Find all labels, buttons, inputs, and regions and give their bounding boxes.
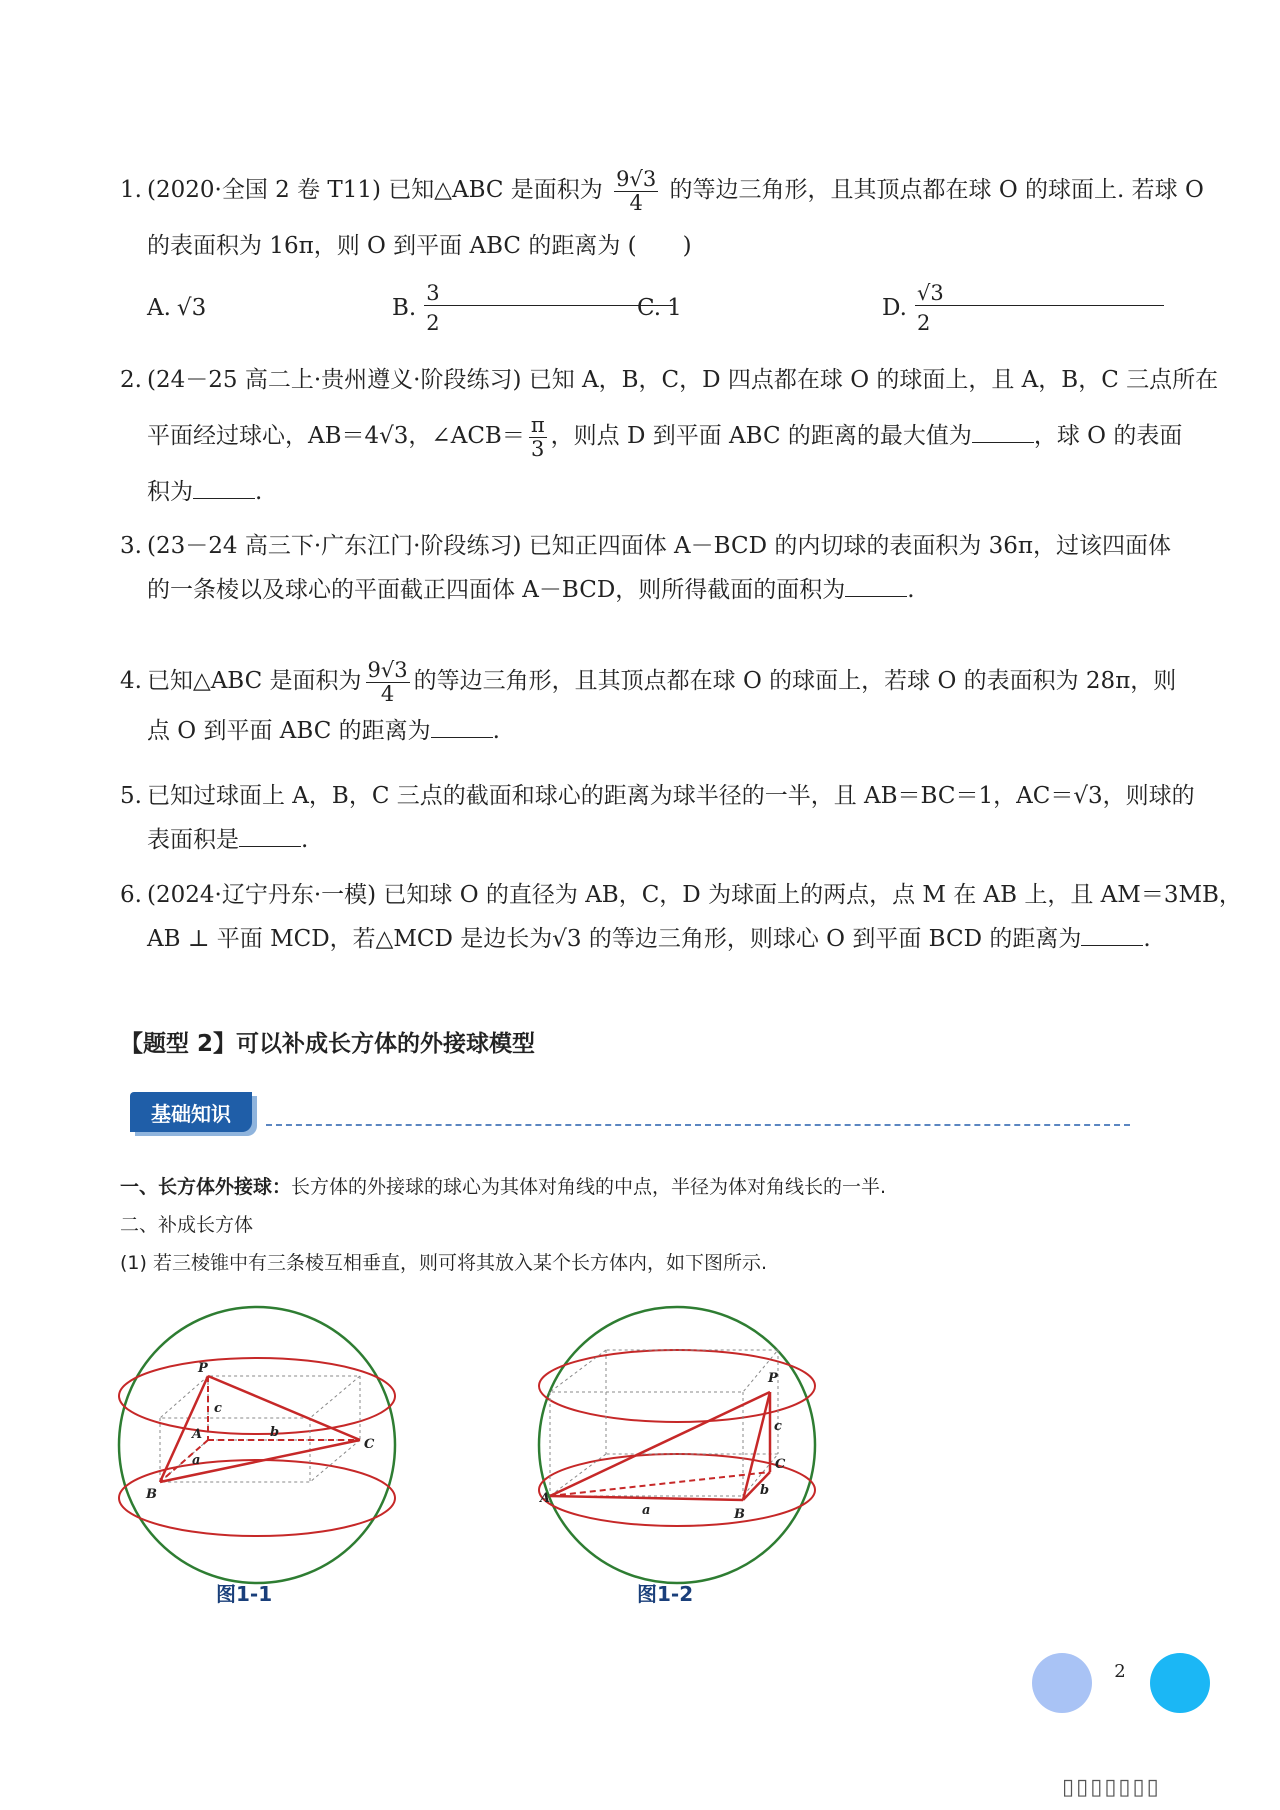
problem-text: 积为 bbox=[147, 479, 193, 505]
problem-text: 的等边三角形，且其顶点都在球 O 的球面上. 若球 O bbox=[669, 177, 1204, 203]
problem-text: ，则点 D 到平面 ABC 的距离的最大值为 bbox=[550, 423, 972, 449]
problem-3 bbox=[120, 518, 1180, 618]
problem-text: (2024·辽宁丹东·一模) 已知球 O 的直径为 AB，C，D 为球面上的两点，点 M 在 AB 上，且 AM＝3MB， bbox=[147, 882, 1242, 908]
page-number: 2 bbox=[1114, 1661, 1126, 1682]
answer-blank[interactable] bbox=[239, 826, 301, 847]
problem-1 bbox=[120, 162, 1204, 336]
bottom-equator bbox=[539, 1454, 815, 1526]
label-c: C bbox=[364, 1437, 375, 1452]
answer-blank[interactable] bbox=[972, 422, 1034, 443]
label-c: C bbox=[775, 1457, 786, 1472]
problem-number: 6. bbox=[120, 882, 142, 908]
label-edge-a: a bbox=[642, 1503, 651, 1518]
problem-5 bbox=[120, 768, 1195, 868]
problem-text: 的一条棱以及球心的平面截正四面体 A－BCD，则所得截面的面积为 bbox=[147, 577, 846, 603]
problem-text: ，球 O 的表面 bbox=[1033, 423, 1183, 449]
knowledge-badge: 基础知识 bbox=[130, 1092, 252, 1132]
label-edge-c: c bbox=[774, 1419, 782, 1434]
fraction: $\frac{9√3}{4}$ bbox=[367, 658, 408, 706]
knowledge-heading: 一、长方体外接球： bbox=[120, 1176, 292, 1198]
period: . bbox=[492, 718, 500, 744]
bottom-equator bbox=[119, 1460, 395, 1536]
problem-text: 表面积是 bbox=[147, 827, 239, 853]
figure-caption-1: 图1-1 bbox=[216, 1582, 273, 1606]
period: . bbox=[907, 577, 915, 603]
period: . bbox=[1143, 926, 1151, 952]
problem-number: 2. bbox=[120, 367, 142, 393]
figure-1-1 bbox=[110, 1300, 410, 1600]
problem-number: 5. bbox=[120, 783, 142, 809]
label-b: B bbox=[734, 1507, 745, 1522]
option-a: A. √3 bbox=[147, 295, 207, 321]
problem-text: (23－24 高三下·广东江门·阶段练习) 已知正四面体 A－BCD 的内切球的表面积为 36π，过该四面体 bbox=[147, 533, 1172, 559]
problem-text: 已知过球面上 A，B，C 三点的截面和球心的距离为球半径的一半，且 AB＝BC＝1，AC＝√3，则球的 bbox=[147, 783, 1195, 809]
knowledge-point-3: (1) 若三棱锥中有三条棱互相垂直，则可将其放入某个长方体内，如下图所示. bbox=[120, 1252, 767, 1274]
problem-text: 已知△ABC 是面积为 bbox=[147, 668, 362, 694]
problem-2 bbox=[120, 352, 1219, 520]
answer-blank[interactable] bbox=[845, 576, 907, 597]
page-dot-left bbox=[1032, 1653, 1092, 1713]
fraction: $\frac{\pi}{3}$ bbox=[530, 413, 545, 461]
page-dot-right bbox=[1150, 1653, 1210, 1713]
knowledge-point-2: 二、补成长方体 bbox=[120, 1214, 254, 1236]
answer-blank[interactable] bbox=[193, 478, 255, 499]
option-d: D. $\frac{√3}{2}$ bbox=[882, 280, 1127, 336]
label-edge-b: b bbox=[270, 1425, 280, 1440]
label-a: A bbox=[540, 1491, 551, 1506]
knowledge-point-1 bbox=[120, 1170, 886, 1204]
label-p: P bbox=[768, 1371, 778, 1386]
answer-blank[interactable] bbox=[431, 717, 493, 738]
problem-number: 1. bbox=[120, 177, 142, 203]
hidden-edges bbox=[550, 1472, 770, 1496]
label-edge-b: b bbox=[760, 1483, 770, 1498]
option-c: C. 1 bbox=[637, 295, 682, 321]
dashed-divider bbox=[266, 1124, 1130, 1126]
problem-number: 3. bbox=[120, 533, 142, 559]
label-edge-c: c bbox=[214, 1401, 222, 1416]
knowledge-header bbox=[130, 1092, 1130, 1136]
problem-text: (24－25 高二上·贵州遵义·阶段练习) 已知 A，B，C，D 四点都在球 O 的球面上，且 A，B，C 三点所在 bbox=[147, 367, 1219, 393]
label-edge-a: a bbox=[192, 1453, 201, 1468]
problem-text: 的表面积为 16π，则 O 到平面 ABC 的距离为 ( ) bbox=[147, 233, 692, 259]
fraction: $\frac{9√3}{4}$ bbox=[616, 167, 657, 215]
problem-text: 点 O 到平面 ABC 的距离为 bbox=[147, 718, 431, 744]
problem-text: (2020·全国 2 卷 T11) 已知△ABC 是面积为 bbox=[147, 177, 603, 203]
options bbox=[120, 280, 1180, 336]
problem-text: 的等边三角形，且其顶点都在球 O 的球面上，若球 O 的表面积为 28π，则 bbox=[413, 668, 1177, 694]
sphere-circle bbox=[539, 1307, 815, 1583]
option-b: B. $\frac{3}{2}$ bbox=[392, 280, 637, 336]
period: . bbox=[301, 827, 309, 853]
problem-text: 平面经过球心，AB＝4√3，∠ACB＝ bbox=[147, 423, 525, 449]
figure-1-2 bbox=[530, 1300, 830, 1600]
section-title: 【题型 2】可以补成长方体的外接球模型 bbox=[120, 1031, 536, 1057]
problem-number: 4. bbox=[120, 668, 142, 694]
label-b: B bbox=[146, 1487, 157, 1502]
label-p: P bbox=[198, 1361, 208, 1376]
answer-blank[interactable] bbox=[1081, 925, 1143, 946]
label-a: A bbox=[192, 1427, 203, 1442]
knowledge-text: 长方体的外接球的球心为其体对角线的中点，半径为体对角线长的一半. bbox=[291, 1176, 887, 1198]
watermark-bars: ▯▯▯▯▯▯▯ bbox=[1062, 1775, 1161, 1800]
problem-4 bbox=[120, 653, 1180, 759]
period: . bbox=[255, 479, 263, 505]
figure-caption-2: 图1-2 bbox=[637, 1582, 694, 1606]
problem-6 bbox=[120, 867, 1242, 967]
top-equator bbox=[539, 1350, 815, 1422]
problem-text: AB ⊥ 平面 MCD，若△MCD 是边长为√3 的等边三角形，则球心 O 到平面 BCD 的距离为 bbox=[147, 926, 1082, 952]
